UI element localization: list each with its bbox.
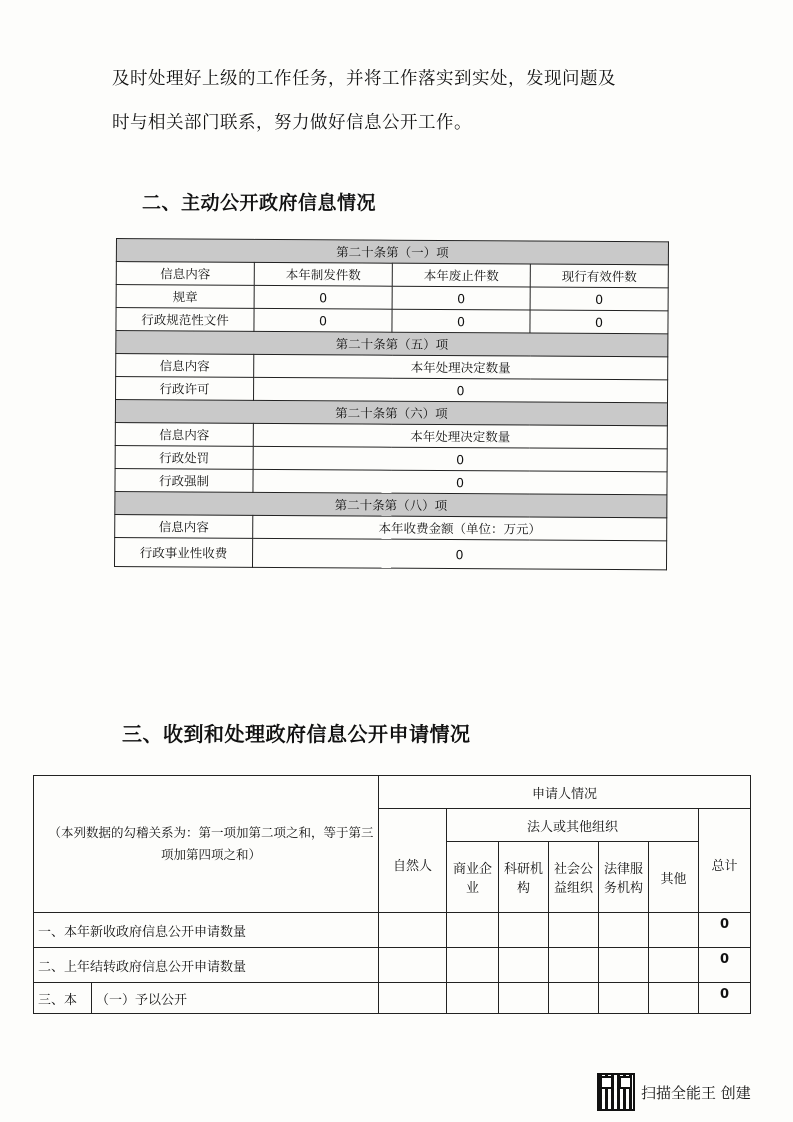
table-row: [116, 331, 668, 357]
table-row: [116, 239, 668, 265]
art6-info: 信息内容: [115, 422, 253, 446]
cell-value: 0: [530, 287, 668, 311]
cell-value: 0: [253, 469, 667, 495]
art5-info: 信息内容: [116, 354, 254, 378]
cell-value: 0: [254, 308, 392, 332]
table-row: [116, 308, 668, 334]
row-label: 行政强制: [115, 468, 253, 492]
table-row: [114, 537, 666, 569]
art1-header: 第二十条第（一）项: [116, 239, 668, 265]
table-row: [115, 400, 667, 426]
cell-value: 0: [530, 310, 668, 334]
art5-header: 第二十条第（五）项: [116, 331, 668, 357]
cell-value: 0: [392, 309, 530, 333]
legal-or-other: 法人或其他组织: [447, 809, 699, 842]
scanner-footer: [597, 1073, 751, 1111]
section2-title: 二、主动公开政府信息情况: [142, 192, 377, 214]
total-header: 总计: [699, 809, 751, 913]
col-abolished: 本年废止件数: [392, 263, 530, 287]
table-row: [115, 514, 667, 540]
table-row: [115, 422, 667, 448]
cell-value: 0: [252, 538, 666, 570]
application-table: [33, 775, 751, 1014]
cell-value: 0: [254, 285, 392, 309]
row-label: 规章: [116, 285, 254, 309]
table-row: [34, 913, 751, 948]
table-row: [34, 948, 751, 983]
table-row: [115, 491, 667, 517]
commercial-header: 商业企业: [447, 842, 499, 913]
row1-label: 一、本年新收政府信息公开申请数量: [34, 913, 379, 948]
natural-person: 自然人: [379, 809, 447, 913]
cell-value: 0: [254, 377, 668, 403]
table-row: [116, 262, 668, 288]
cell-value: 0: [392, 286, 530, 310]
row-label: 行政事业性收费: [114, 537, 252, 567]
row1-total: 0: [699, 913, 751, 948]
row-label: 行政处罚: [115, 445, 253, 469]
research-header: 科研机构: [499, 842, 549, 913]
table-row: [34, 776, 751, 809]
art8-header: 第二十条第（八）项: [115, 491, 667, 517]
cell-value: 0: [253, 446, 667, 472]
legal-service-header: 法律服务机构: [599, 842, 649, 913]
row-label: 行政许可: [116, 377, 254, 401]
row3-total: 0: [699, 983, 751, 1014]
art5-col: 本年处理决定数量: [254, 354, 668, 380]
table-note: （本列数据的勾稽关系为：第一项加第二项之和，等于第三项加第四项之和）: [34, 776, 379, 913]
table-row: [115, 468, 667, 494]
applicant-header: 申请人情况: [379, 776, 751, 809]
art8-info: 信息内容: [115, 514, 253, 538]
row2-total: 0: [699, 948, 751, 983]
table-row: [116, 377, 668, 403]
intro-line-2: 时与相关部门联系，努力做好信息公开工作。: [112, 113, 472, 133]
table-row: [34, 983, 751, 1014]
section3-title: 三、收到和处理政府信息公开申请情况: [122, 722, 471, 746]
qr-code-icon: [597, 1073, 635, 1111]
col-info: 信息内容: [116, 262, 254, 286]
row3-item: （一）予以公开: [92, 983, 379, 1014]
row3-prefix: 三、本: [34, 983, 92, 1014]
other-header: 其他: [649, 842, 699, 913]
social-header: 社会公益组织: [549, 842, 599, 913]
intro-line-1: 及时处理好上级的工作任务，并将工作落实到实处，发现问题及: [112, 69, 616, 89]
col-valid: 现行有效件数: [530, 264, 668, 288]
table-row: [115, 445, 667, 471]
row-label: 行政规范性文件: [116, 308, 254, 332]
art6-header: 第二十条第（六）项: [115, 400, 667, 426]
art6-col: 本年处理决定数量: [253, 423, 667, 449]
table-row: [116, 285, 668, 311]
col-made: 本年制发件数: [254, 262, 392, 286]
proactive-disclosure-table: [114, 238, 669, 570]
scanner-label: 扫描全能王 创建: [641, 1083, 751, 1102]
table-row: [116, 354, 668, 380]
art8-col: 本年收费金额（单位：万元）: [253, 515, 667, 541]
row2-label: 二、上年结转政府信息公开申请数量: [34, 948, 379, 983]
